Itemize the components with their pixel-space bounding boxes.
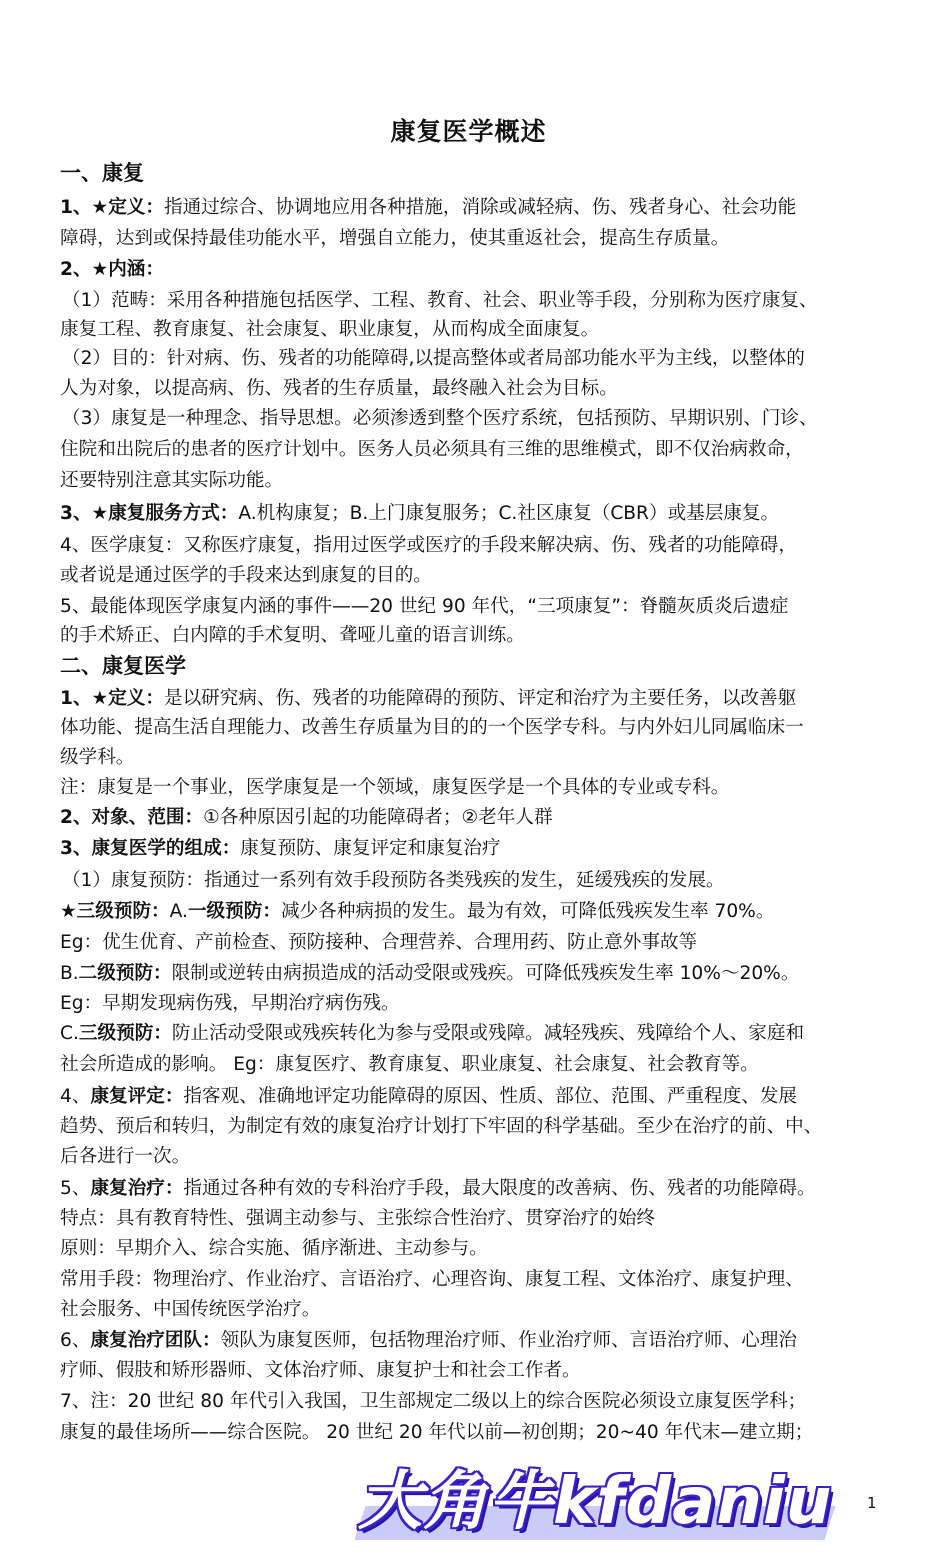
page-number: 1	[867, 1494, 877, 1512]
page-title: 康复医学概述	[390, 117, 547, 146]
secondary-text: 限制或逆转由病损造成的活动受限或残疾。可降低残疾发生率 10%～20%。	[171, 963, 800, 984]
tertiary-prevention-line	[60, 1022, 804, 1046]
rm-definition-label: 1、★定义：	[60, 688, 164, 709]
tertiary-prefix: C.	[60, 1023, 79, 1044]
note7-line-2: 康复的最佳场所——综合医院。 20 世纪 20 年代以前—初创期；20~40 年代末—建立期；	[60, 1422, 814, 1443]
connotation-label: 2、★内涵：	[60, 259, 164, 280]
treatment-number: 5、	[60, 1178, 91, 1199]
service-line	[60, 502, 779, 526]
event-line: 5、最能体现医学康复内涵的事件——20 世纪 90 年代，“三项康复”：脊髓灰质炎后遗症	[60, 596, 789, 617]
team-label: 康复治疗团队：	[90, 1330, 221, 1351]
team-text: 领队为康复医师，包括物理治疗师、作业治疗师、言语治疗师、心理治	[220, 1330, 798, 1351]
treatment-label: 康复治疗：	[90, 1178, 184, 1199]
definition-label: 1、★定义：	[60, 197, 164, 218]
event-line-2: 的手术矫正、白内障的手术复明、聋哑儿童的语言训练。	[60, 625, 525, 646]
watermark-text: 大角牛kfdaniu	[358, 1465, 833, 1539]
treatment-means-line: 常用手段：物理治疗、作业治疗、言语治疗、心理咨询、康复工程、文体治疗、康复护理、	[60, 1269, 804, 1290]
rm-definition-line-3: 级学科。	[60, 747, 135, 768]
treatment-line	[60, 1177, 816, 1201]
primary-label: 一级预防：	[187, 901, 281, 922]
definition-line	[60, 196, 796, 220]
evaluation-text: 指客观、准确地评定功能障碍的原因、性质、部位、范围、严重程度、发展	[183, 1086, 798, 1107]
concept-line: （3）康复是一种理念、指导思想。必须渗透到整个医疗系统，包括预防、早期识别、门诊、	[62, 408, 818, 429]
rm-definition-text: 是以研究病、伤、残者的功能障碍的预防、评定和治疗为主要任务，以改善躯	[163, 688, 797, 709]
secondary-example-line: Eg：早期发现病伤残，早期治疗病伤残。	[60, 993, 400, 1014]
section-heading-rehab-medicine: 二、康复医学	[60, 654, 186, 678]
purpose-line-2: 人为对象，以提高病、伤、残者的生存质量，最终融入社会为目标。	[60, 378, 618, 399]
primary-example-line: Eg：优生优育、产前检查、预防接种、合理营养、合理用药、防止意外事故等	[60, 932, 698, 953]
tertiary-line-2: 社会所造成的影响。 Eg：康复医疗、教育康复、职业康复、社会康复、社会教育等。	[60, 1054, 759, 1075]
service-text: A.机构康复；B.上门康复服务；C.社区康复（CBR）或基层康复。	[238, 503, 780, 524]
evaluation-label: 康复评定：	[90, 1086, 184, 1107]
rm-definition-line	[60, 687, 796, 711]
definition-line-2: 障碍，达到或保持最佳功能水平，增强自立能力，使其重返社会，提高生存质量。	[60, 228, 730, 249]
treatment-text: 指通过各种有效的专科治疗手段，最大限度的改善病、伤、残者的功能障碍。	[183, 1178, 816, 1199]
tertiary-label: 三级预防：	[78, 1023, 172, 1044]
note7-line: 7、注：20 世纪 80 年代引入我国，卫生部规定二级以上的综合医院必须设立康复医学科；	[60, 1391, 807, 1412]
evaluation-line-2: 趋势、预后和转归，为制定有效的康复治疗计划打下牢固的科学基础。至少在治疗的前、中、	[60, 1116, 823, 1137]
object-label: 2、对象、范围：	[60, 807, 204, 828]
prevention-line: （1）康复预防：指通过一系列有效手段预防各类残疾的发生，延缓残疾的发展。	[62, 870, 725, 891]
team-line	[60, 1329, 797, 1353]
treatment-means-line-2: 社会服务、中国传统医学治疗。	[60, 1299, 321, 1320]
evaluation-number: 4、	[60, 1086, 91, 1107]
section-heading-rehabilitation: 一、康复	[60, 161, 144, 185]
medical-rehab-line: 4、医学康复：又称医疗康复，指用过医学或医疗的手段来解决病、伤、残者的功能障碍，	[60, 535, 797, 556]
composition-label: 3、康复医学的组成：	[60, 838, 241, 859]
object-text: ①各种原因引起的功能障碍者；②老年人群	[203, 807, 553, 828]
scope-line: （1）范畴：采用各种措施包括医学、工程、教育、社会、职业等手段，分别称为医疗康复、	[62, 290, 818, 311]
watermark-logo	[352, 1460, 832, 1546]
tertiary-text: 防止活动受限或残疾转化为参与受限或残障。减轻残疾、残障给个人、家庭和	[171, 1023, 805, 1044]
connotation-heading	[60, 258, 164, 282]
primary-prefix: A.	[169, 901, 188, 922]
evaluation-line	[60, 1085, 797, 1109]
secondary-prefix: B.	[60, 963, 79, 984]
secondary-label: 二级预防：	[78, 963, 172, 984]
definition-text: 指通过综合、协调地应用各种措施，消除或减轻病、伤、残者身心、社会功能	[163, 197, 797, 218]
team-number: 6、	[60, 1330, 91, 1351]
composition-line	[60, 837, 501, 861]
treatment-principles-line: 原则：早期介入、综合实施、循序渐进、主动参与。	[60, 1238, 488, 1259]
treatment-features-line: 特点：具有教育特性、强调主动参与、主张综合性治疗、贯穿治疗的始终	[60, 1208, 656, 1229]
three-level-label: ★三级预防：	[60, 901, 170, 922]
composition-text: 康复预防、康复评定和康复治疗	[240, 838, 501, 859]
purpose-line: （2）目的：针对病、伤、残者的功能障碍,以提高整体或者局部功能水平为主线，以整体的	[62, 348, 805, 369]
team-line-2: 疗师、假肢和矫形器师、文体治疗师、康复护士和社会工作者。	[60, 1360, 581, 1381]
scope-line-2: 康复工程、教育康复、社会康复、职业康复，从而构成全面康复。	[60, 319, 600, 340]
concept-line-2: 住院和出院后的患者的医疗计划中。医务人员必须具有三维的思维模式，即不仅治病救命，	[60, 439, 804, 460]
concept-line-3: 还要特别注意其实际功能。	[60, 470, 284, 491]
secondary-prevention-line	[60, 962, 799, 986]
rm-definition-line-2: 体功能、提高生活自理能力、改善生存质量为目的的一个医学专科。与内外妇儿同属临床一	[60, 717, 804, 738]
primary-prevention-line	[60, 900, 774, 924]
primary-text: 减少各种病损的发生。最为有效，可降低残疾发生率 70%。	[280, 901, 775, 922]
note-line: 注：康复是一个事业，医学康复是一个领域，康复医学是一个具体的专业或专科。	[60, 777, 730, 798]
object-line	[60, 806, 553, 830]
medical-rehab-line-2: 或者说是通过医学的手段来达到康复的目的。	[60, 565, 432, 586]
service-label: 3、★康复服务方式：	[60, 503, 239, 524]
evaluation-line-3: 后各进行一次。	[60, 1146, 191, 1167]
